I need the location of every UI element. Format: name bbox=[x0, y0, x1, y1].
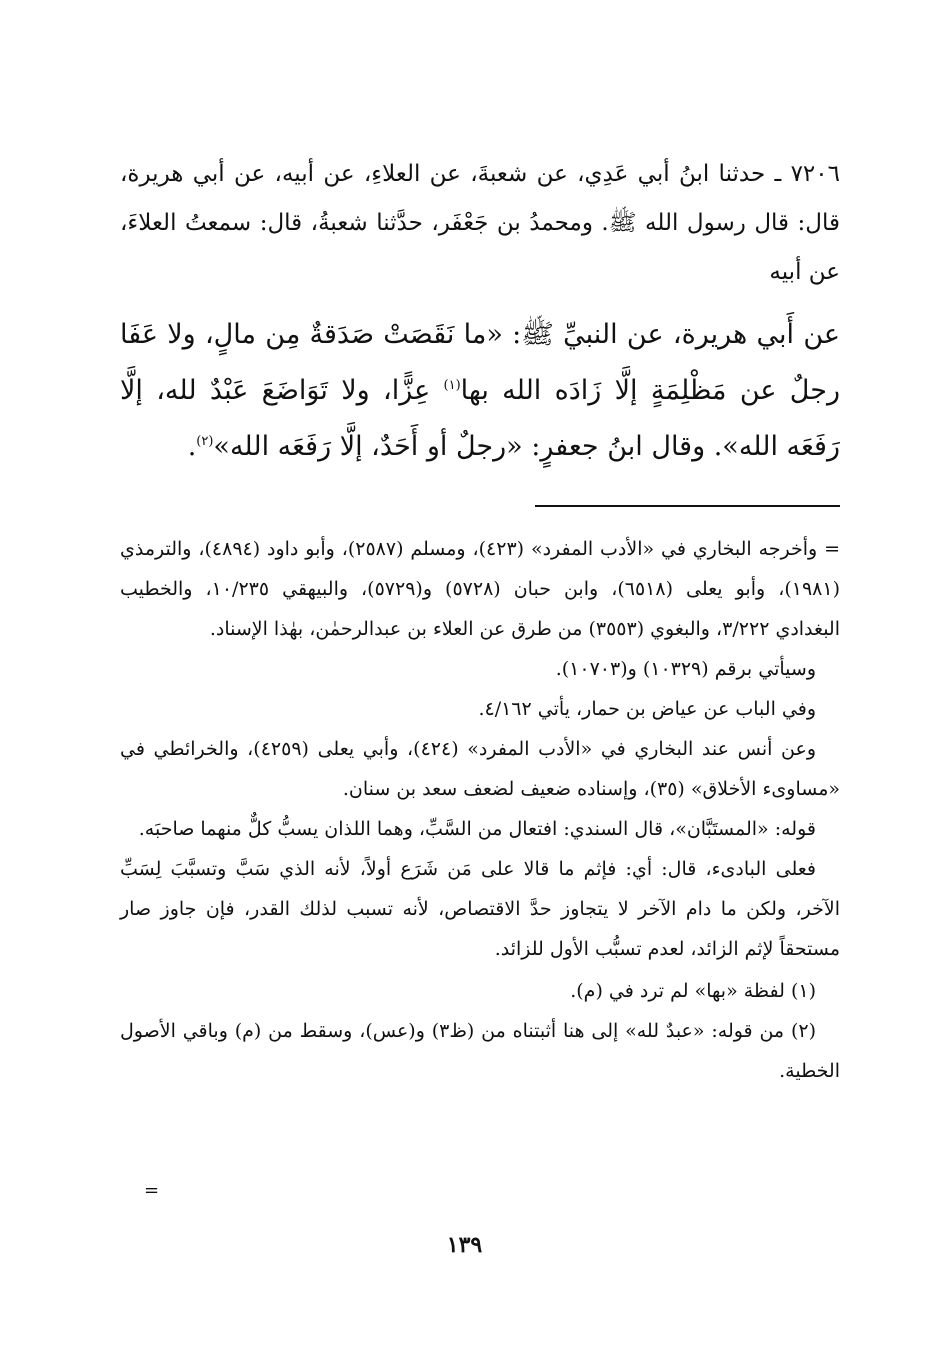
note-bab-iyad: وفي الباب عن عياض بن حمار، يأتي ٤/١٦٢. bbox=[478, 698, 816, 720]
matn-main: عن أَبي هريرة، عن النبيِّ ﷺ: «ما نَقَصَتْ صَدَقةٌ مِن مالٍ، ولا عَفَا رجلٌ عن مَظْلِمَةٍ إلَّا زَادَه الله بها bbox=[120, 319, 840, 406]
footnote-2: (٢) من قوله: «عبدٌ لله» إلى هنا أثبتناه من (ظ٣) و(عس)، وسقط من (م) وباقي الأصول الخطية. bbox=[120, 1020, 840, 1082]
footnote-ref-1: (١) bbox=[443, 378, 461, 393]
hadith-matn bbox=[120, 307, 840, 475]
note-cross-reference: وسيأتي برقم (١٠٣٢٩) و(١٠٧٠٣). bbox=[555, 658, 816, 680]
footnote-separator bbox=[535, 505, 840, 507]
note-badi: فعلى البادىء، قال: أي: فإثم ما قالا على مَن شَرَع أولاً، لأنه الذي سَبَّ وتسبَّبَ لِسَبِّ الآخر، ولكن ما دام الآخر لا يتجاوز حدَّ الاقتصاص، لأنه تسبب لذلك القدر، فإن جاوز صار مستحقاً لإثم الزائد، لعدم تسبُّب الأول للزائد. bbox=[120, 858, 840, 960]
continuation-mark: = bbox=[144, 1180, 160, 1201]
commentary-notes bbox=[120, 529, 840, 969]
note-takhrij: = وأخرجه البخاري في «الأدب المفرد» (٤٢٣)، ومسلم (٢٥٨٧)، وأبو داود (٤٨٩٤)، والترمذي (١٩٨١)، وأبو يعلى (٦٥١٨)، وابن حبان (٥٧٢٨) و(٥٧٢٩)، والبيهقي ١٠/٢٣٥، والخطيب البغدادي ٣/٢٢٢، والبغوي (٣٥٥٣) من طرق عن العلاء بن عبدالرحمٰن، بهٰذا الإسناد. bbox=[120, 538, 840, 640]
footnote-ref-2: (٢) bbox=[196, 434, 214, 449]
matn-continuation: عِزًّا، ولا تَوَاضَعَ عَبْدٌ لله، إلَّا رَفَعَه الله». وقال ابنُ جعفرٍ: «رجلٌ أو أَحَدٌ، إلَّا رَفَعَه الله» bbox=[120, 375, 840, 462]
hadith-isnad: ٧٢٠٦ ـ حدثنا ابنُ أبي عَدِي، عن شعبةَ، عن العلاءِ، عن أبيه، عن أبي هريرة، قال: قال رسول الله ﷺ. ومحمدُ بن جَعْفَر، حدَّثنا شعبةُ، قال: سمعتُ العلاءَ، عن أبيه bbox=[120, 161, 840, 285]
footnotes bbox=[120, 971, 840, 1091]
note-anas: وعن أنس عند البخاري في «الأدب المفرد» (٤٢٤)، وأبي يعلى (٤٢٥٩)، والخرائطي في «مساوىء الأخلاق» (٣٥)، وإسناده ضعيف لضعف سعد بن سنان. bbox=[120, 738, 840, 800]
footnote-1: (١) لفظة «بها» لم ترد في (م). bbox=[570, 980, 816, 1002]
page-number: ١٣٩ bbox=[446, 1232, 483, 1258]
matn-end: . bbox=[187, 431, 197, 462]
page-body bbox=[120, 150, 840, 1091]
note-mustabban: قوله: «المستَبَّان»، قال السندي: افتعال من السَّبِّ، وهما اللذان يسبُّ كلٌّ منهما صاحبَه. bbox=[138, 818, 816, 840]
